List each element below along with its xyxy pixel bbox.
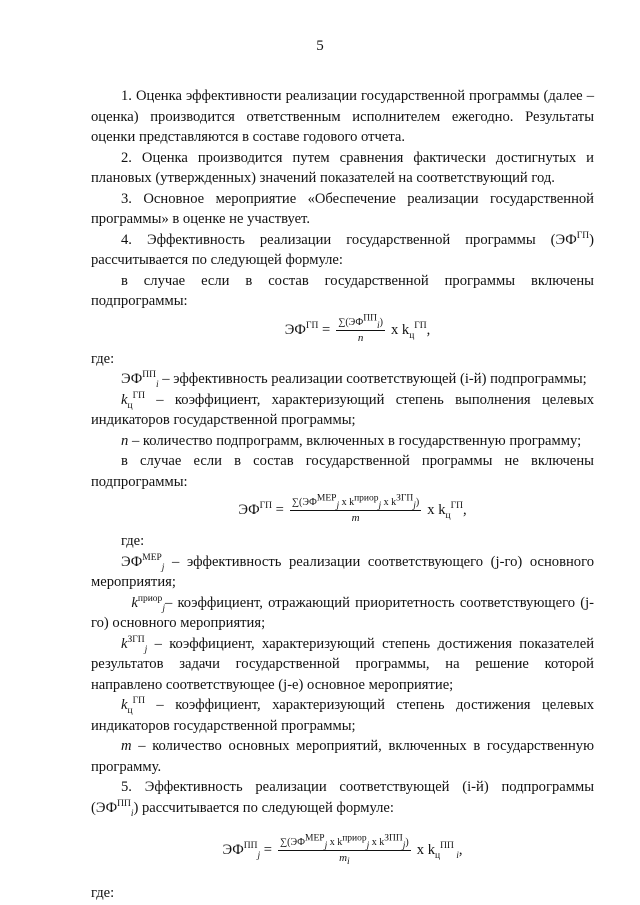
formula-rhs: x $k_ц^{ГП}$, (390, 320, 431, 341)
paragraph-4: 4. Эффективность реализации государственной программы $(ЭФ^{ГП})$ рассчитывается по следующей формуле: (91, 230, 594, 268)
paragraph-5: 5. Эффективность реализации соответствующей (i-й) подпрограммы $(ЭФ^{ПП}_i)$ рассчитывается по следующей формуле: (91, 779, 594, 819)
definition-task-coefficient: $k^{ЗГП}_j$ – коэффициент, характеризующий степень достижения показателей результатов задачи государственной программы, на решение которой направлено соответствующее (j-е) основное мероприятие; (91, 634, 594, 693)
case-with-subprograms: в случае если в состав государственной программы включены подпрограммы: (91, 272, 594, 309)
where-label-1: где: (91, 350, 115, 367)
paragraph-1: 1. Оценка эффективности реализации государственной программы (далее – оценка) производится ответственным исполнителем ежегодно. Результаты оценки представляются в составе годового отчета. (91, 88, 594, 145)
definition-m: m – количество основных мероприятий, включенных в государственную программу. (91, 738, 594, 775)
formula-subprogram-efficiency: $ЭФ^{ПП}_j$ = $\frac{\sum(ЭФ^{МЕР}_j x k^{приор}_j x k^{ЗПП}_j)}{m_i}$ x $k_ц^{ПП}$ $_i$, (222, 833, 463, 868)
paragraph-3: 3. Основное мероприятие «Обеспечение реализации государственной программы» в оценке не участвует. (91, 190, 594, 227)
paragraph-2: 2. Оценка производится путем сравнения фактически достигнутых и плановых (утвержденных) значений показателей на соответствующий год. (91, 149, 594, 186)
definition-target-coefficient: $k_ц^{ГП}$ – коэффициент, характеризующий степень выполнения целевых индикаторов государственной программы; (91, 390, 594, 428)
definition-subprogram-efficiency: $ЭФ^{ПП}_i$ – эффективность реализации соответствующей (i-й) подпрограммы; (121, 370, 587, 390)
formula-program-efficiency-no-subprograms: $ЭФ^{ГП}$ = $\frac{\sum(ЭФ^{МЕР}_j x k^{приор}_j x k^{ЗГП}_j)}{m}$ x $k_ц^{ГП}$, (238, 493, 467, 524)
where-label-3: где: (91, 885, 115, 901)
where-label-2: где: (121, 533, 145, 549)
case-without-subprograms: в случае если в состав государственной программы не включены подпрограммы: (91, 453, 594, 490)
definition-indicator-coefficient: $k_ц^{ГП}$ – коэффициент, характеризующий степень достижения целевых индикаторов государственной программы; (91, 696, 594, 734)
definition-n: n – количество подпрограмм, включенных в государственную программу; (121, 432, 582, 449)
formula-program-efficiency (121, 313, 594, 345)
page-number: 5 (316, 38, 324, 54)
document-body (91, 86, 594, 904)
definition-measure-efficiency: $ЭФ^{МЕР}_j$ – эффективность реализации соответствующего (j-го) основного мероприятия; (91, 552, 594, 590)
formula-lhs: $ЭФ^{ГП}$ = (284, 320, 331, 338)
formula-fraction: $\frac{\sum(ЭФ^{ПП}_i)}{n}$ (338, 313, 383, 344)
definition-priority-coefficient: $k^{приор}_j-$ коэффициент, отражающий приоритетность соответствующего (j-го) основного мероприятия; (91, 593, 594, 631)
